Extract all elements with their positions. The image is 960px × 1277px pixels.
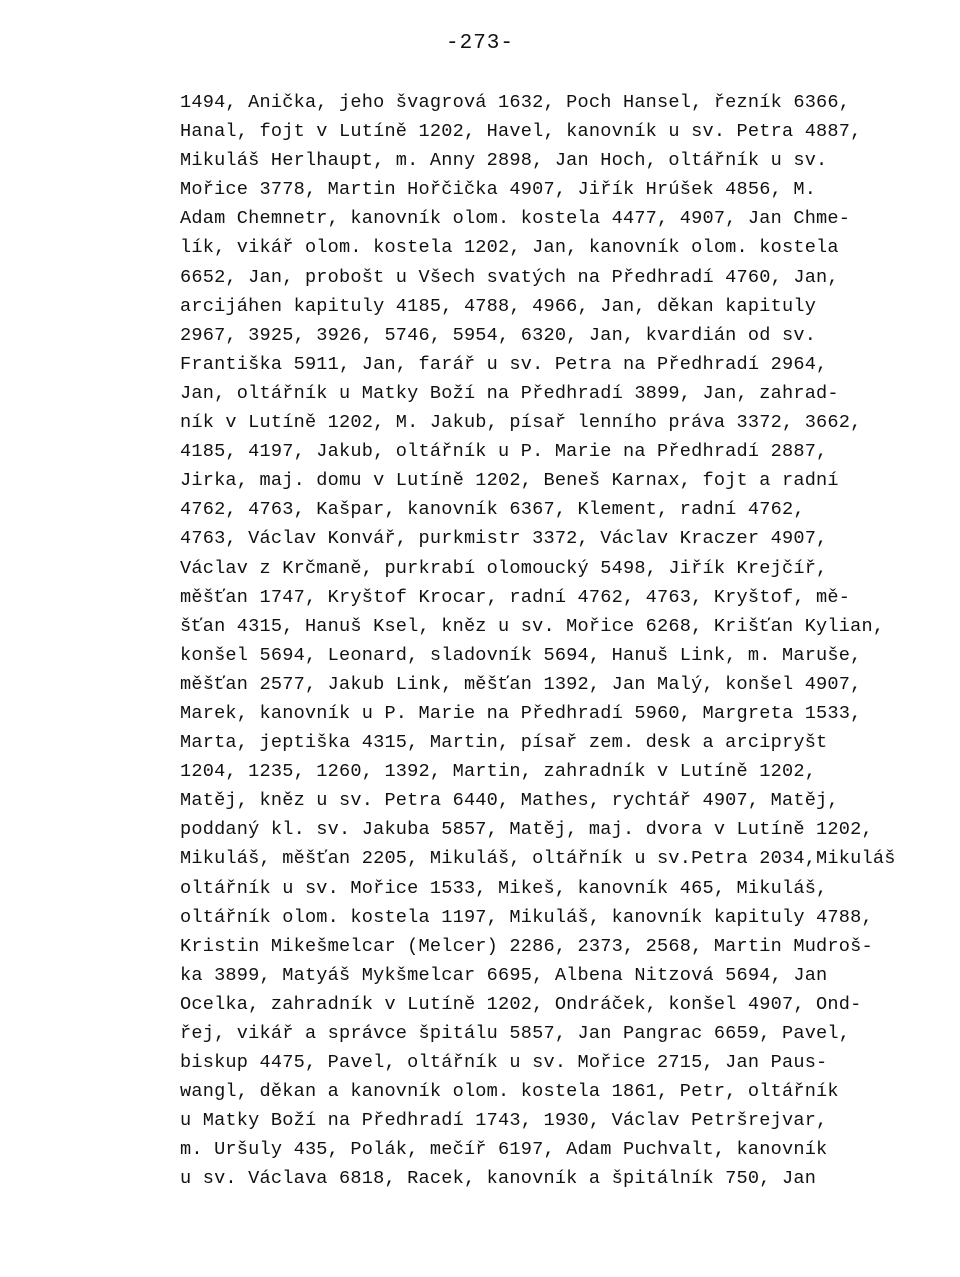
text-line: Adam Chemnetr, kanovník olom. kostela 4477, 4907, Jan Chme-	[180, 208, 851, 230]
page-number: -273-	[445, 32, 514, 55]
text-line: Mikuláš, měšťan 2205, Mikuláš, oltářník u sv.Petra 2034,Mikuláš	[180, 848, 896, 870]
text-line: oltářník u sv. Mořice 1533, Mikeš, kanovník 465, Mikuláš,	[180, 877, 828, 899]
text-line: 1204, 1235, 1260, 1392, Martin, zahradník v Lutíně 1202,	[180, 761, 817, 783]
text-line: oltářník olom. kostela 1197, Mikuláš, kanovník kapituly 4788,	[180, 906, 873, 928]
text-line: wangl, děkan a kanovník olom. kostela 1861, Petr, oltářník	[180, 1081, 839, 1103]
text-line: Marta, jeptiška 4315, Martin, písař zem. desk a arcipryšt	[180, 732, 828, 754]
text-line: arcijáhen kapituly 4185, 4788, 4966, Jan, děkan kapituly	[180, 295, 817, 317]
text-line: 6652, Jan, probošt u Všech svatých na Předhradí 4760, Jan,	[180, 266, 839, 288]
text-line: Václav z Krčmaně, purkrabí olomoucký 5498, Jiřík Krejčíř,	[180, 557, 828, 579]
text-line: biskup 4475, Pavel, oltářník u sv. Mořice 2715, Jan Paus-	[180, 1052, 828, 1074]
text-line: konšel 5694, Leonard, sladovník 5694, Hanuš Link, m. Maruše,	[180, 644, 862, 666]
text-line: Matěj, kněz u sv. Petra 6440, Mathes, rychtář 4907, Matěj,	[180, 790, 839, 812]
text-line: 2967, 3925, 3926, 5746, 5954, 6320, Jan, kvardián od sv.	[180, 324, 817, 346]
text-line: 4762, 4763, Kašpar, kanovník 6367, Klement, radní 4762,	[180, 499, 805, 521]
text-line: lík, vikář olom. kostela 1202, Jan, kanovník olom. kostela	[180, 237, 839, 259]
text-line: Hanal, fojt v Lutíně 1202, Havel, kanovník u sv. Petra 4887,	[180, 121, 862, 143]
text-line: u sv. Václava 6818, Racek, kanovník a špitálník 750, Jan	[180, 1168, 817, 1190]
text-line: Ocelka, zahradník v Lutíně 1202, Ondráček, konšel 4907, Ond-	[180, 993, 862, 1015]
text-line: ník v Lutíně 1202, M. Jakub, písař lenního práva 3372, 3662,	[180, 412, 862, 434]
body-text	[180, 88, 900, 1194]
text-line: Mořice 3778, Martin Hořčička 4907, Jiřík Hrúšek 4856, M.	[180, 179, 817, 201]
text-line: řej, vikář a správce špitálu 5857, Jan Pangrac 6659, Pavel,	[180, 1023, 851, 1044]
text-line: Mikuláš Herlhaupt, m. Anny 2898, Jan Hoch, oltářník u sv.	[180, 150, 828, 172]
text-line: u Matky Boží na Předhradí 1743, 1930, Václav Petršrejvar,	[180, 1110, 828, 1132]
text-line: 1494, Anička, jeho švagrová 1632, Poch Hansel, řezník 6366,	[180, 92, 851, 113]
text-line: Marek, kanovník u P. Marie na Předhradí 5960, Margreta 1533,	[180, 702, 862, 724]
text-line: 4763, Václav Konvář, purkmistr 3372, Václav Kraczer 4907,	[180, 528, 828, 550]
text-line: Jan, oltářník u Matky Boží na Předhradí 3899, Jan, zahrad-	[180, 382, 839, 404]
text-line: Jirka, maj. domu v Lutíně 1202, Beneš Karnax, fojt a radní	[180, 470, 839, 492]
text-line: Kristin Mikešmelcar (Melcer) 2286, 2373, 2568, Martin Mudroš-	[180, 935, 873, 957]
text-line: m. Uršuly 435, Polák, mečíř 6197, Adam Puchvalt, kanovník	[180, 1139, 828, 1161]
text-line: měšťan 2577, Jakub Link, měšťan 1392, Jan Malý, konšel 4907,	[180, 673, 862, 695]
text-line: měšťan 1747, Kryštof Krocar, radní 4762, 4763, Kryštof, mě-	[180, 586, 851, 608]
text-line: Františka 5911, Jan, farář u sv. Petra na Předhradí 2964,	[180, 353, 828, 375]
text-line: šťan 4315, Hanuš Ksel, kněz u sv. Mořice 6268, Krišťan Kylian,	[180, 615, 885, 637]
text-line: poddaný kl. sv. Jakuba 5857, Matěj, maj. dvora v Lutíně 1202,	[180, 819, 873, 841]
text-line: ka 3899, Matyáš Mykšmelcar 6695, Albena Nitzová 5694, Jan	[180, 964, 828, 986]
text-line: 4185, 4197, Jakub, oltářník u P. Marie na Předhradí 2887,	[180, 441, 828, 463]
